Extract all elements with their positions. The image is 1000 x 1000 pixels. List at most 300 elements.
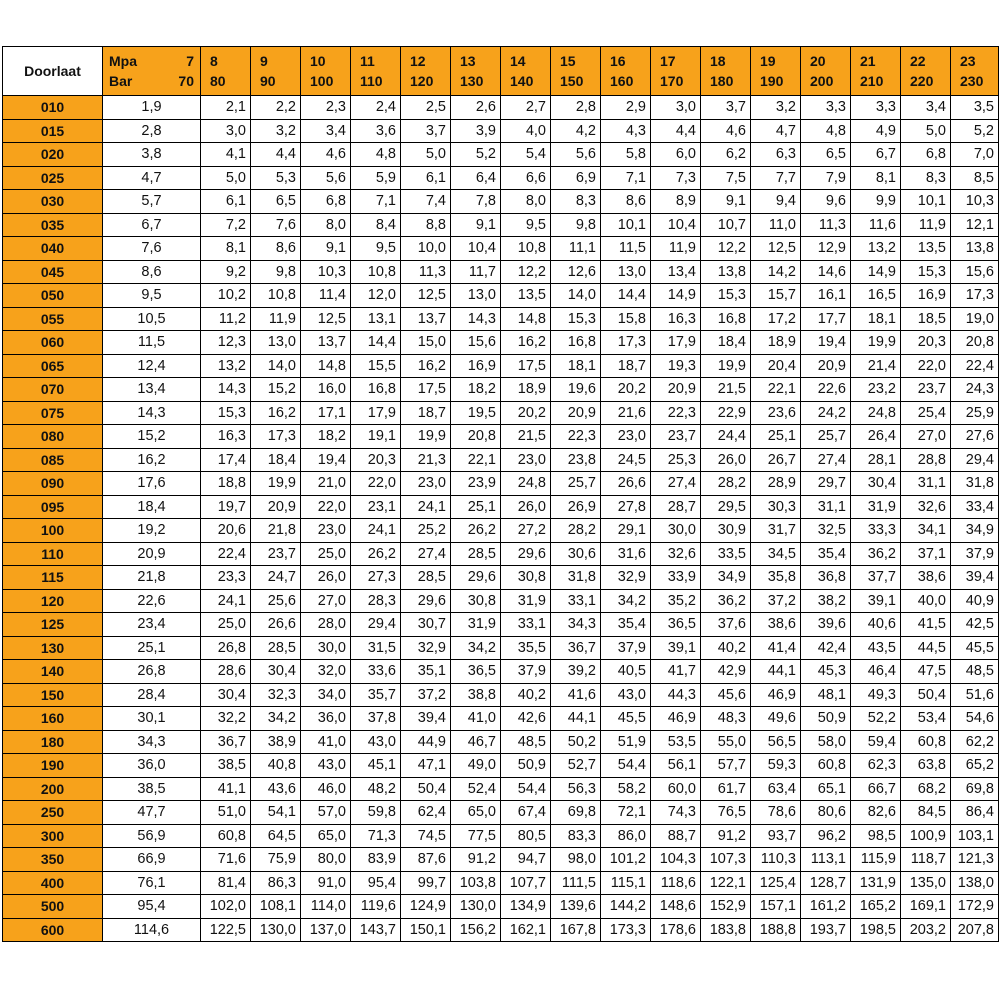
table-cell: 24,5 bbox=[601, 448, 651, 472]
table-cell: 36,5 bbox=[651, 613, 701, 637]
table-cell: 24,8 bbox=[851, 401, 901, 425]
table-cell: 12,2 bbox=[701, 237, 751, 261]
table-cell: 23,0 bbox=[301, 519, 351, 543]
table-cell: 3,7 bbox=[401, 119, 451, 143]
table-cell: 24,2 bbox=[801, 401, 851, 425]
table-cell: 31,6 bbox=[601, 542, 651, 566]
table-cell: 29,6 bbox=[401, 589, 451, 613]
table-cell: 50,4 bbox=[401, 777, 451, 801]
pressure-column-header bbox=[351, 47, 401, 96]
table-cell: 60,0 bbox=[651, 777, 701, 801]
table-cell: 102,0 bbox=[201, 895, 251, 919]
table-cell: 40,2 bbox=[501, 683, 551, 707]
table-cell: 2,2 bbox=[251, 96, 301, 120]
table-cell: 3,0 bbox=[201, 119, 251, 143]
table-cell: 91,2 bbox=[451, 848, 501, 872]
table-row bbox=[3, 96, 999, 120]
table-cell: 8,3 bbox=[551, 190, 601, 214]
table-row bbox=[3, 519, 999, 543]
table-cell: 169,1 bbox=[901, 895, 951, 919]
table-cell: 13,7 bbox=[301, 331, 351, 355]
mpa-value: 18 bbox=[710, 53, 726, 69]
table-row bbox=[3, 425, 999, 449]
pressure-column-header bbox=[301, 47, 351, 96]
table-cell: 39,4 bbox=[951, 566, 999, 590]
table-cell: 34,9 bbox=[951, 519, 999, 543]
table-cell: 80,5 bbox=[501, 824, 551, 848]
table-cell: 43,0 bbox=[301, 754, 351, 778]
table-cell: 22,6 bbox=[103, 589, 201, 613]
table-cell: 25,9 bbox=[951, 401, 999, 425]
table-cell: 99,7 bbox=[401, 871, 451, 895]
table-cell: 18,4 bbox=[251, 448, 301, 472]
table-cell: 25,4 bbox=[901, 401, 951, 425]
table-cell: 86,3 bbox=[251, 871, 301, 895]
table-cell: 72,1 bbox=[601, 801, 651, 825]
table-cell: 4,2 bbox=[551, 119, 601, 143]
table-cell: 4,1 bbox=[201, 143, 251, 167]
table-cell: 12,3 bbox=[201, 331, 251, 355]
table-cell: 30,3 bbox=[751, 495, 801, 519]
table-cell: 33,5 bbox=[701, 542, 751, 566]
table-cell: 152,9 bbox=[701, 895, 751, 919]
table-cell: 43,0 bbox=[351, 730, 401, 754]
table-cell: 61,7 bbox=[701, 777, 751, 801]
table-cell: 66,7 bbox=[851, 777, 901, 801]
table-cell: 6,2 bbox=[701, 143, 751, 167]
table-cell: 34,2 bbox=[601, 589, 651, 613]
row-label: 100 bbox=[3, 519, 103, 543]
table-cell: 18,1 bbox=[551, 354, 601, 378]
table-cell: 5,3 bbox=[251, 166, 301, 190]
table-cell: 24,3 bbox=[951, 378, 999, 402]
table-cell: 19,9 bbox=[401, 425, 451, 449]
table-cell: 54,4 bbox=[601, 754, 651, 778]
table-cell: 167,8 bbox=[551, 918, 601, 942]
row-label: 500 bbox=[3, 895, 103, 919]
table-cell: 183,8 bbox=[701, 918, 751, 942]
table-cell: 23,7 bbox=[251, 542, 301, 566]
table-cell: 139,6 bbox=[551, 895, 601, 919]
table-cell: 10,0 bbox=[401, 237, 451, 261]
table-cell: 59,4 bbox=[851, 730, 901, 754]
mpa-value: 13 bbox=[460, 53, 476, 69]
table-cell: 51,0 bbox=[201, 801, 251, 825]
table-cell: 10,7 bbox=[701, 213, 751, 237]
table-cell: 45,5 bbox=[601, 707, 651, 731]
table-cell: 49,3 bbox=[851, 683, 901, 707]
table-cell: 4,6 bbox=[301, 143, 351, 167]
table-cell: 31,5 bbox=[351, 636, 401, 660]
table-cell: 22,0 bbox=[351, 472, 401, 496]
bar-value: 220 bbox=[910, 73, 934, 89]
table-cell: 6,8 bbox=[901, 143, 951, 167]
table-cell: 23,7 bbox=[901, 378, 951, 402]
table-row bbox=[3, 683, 999, 707]
table-cell: 46,7 bbox=[451, 730, 501, 754]
table-cell: 8,1 bbox=[201, 237, 251, 261]
table-cell: 31,9 bbox=[501, 589, 551, 613]
table-cell: 13,8 bbox=[701, 260, 751, 284]
table-row bbox=[3, 495, 999, 519]
table-cell: 4,8 bbox=[351, 143, 401, 167]
table-cell: 11,4 bbox=[301, 284, 351, 308]
table-cell: 50,2 bbox=[551, 730, 601, 754]
table-cell: 25,7 bbox=[551, 472, 601, 496]
table-cell: 86,0 bbox=[601, 824, 651, 848]
table-cell: 7,9 bbox=[801, 166, 851, 190]
table-cell: 41,4 bbox=[751, 636, 801, 660]
table-cell: 172,9 bbox=[951, 895, 999, 919]
table-cell: 20,2 bbox=[601, 378, 651, 402]
table-row bbox=[3, 307, 999, 331]
table-cell: 39,1 bbox=[851, 589, 901, 613]
table-cell: 19,0 bbox=[951, 307, 999, 331]
table-cell: 41,0 bbox=[301, 730, 351, 754]
table-cell: 56,1 bbox=[651, 754, 701, 778]
table-cell: 27,4 bbox=[651, 472, 701, 496]
table-cell: 35,2 bbox=[651, 589, 701, 613]
table-cell: 6,5 bbox=[251, 190, 301, 214]
table-cell: 28,5 bbox=[401, 566, 451, 590]
table-cell: 2,8 bbox=[103, 119, 201, 143]
table-cell: 32,9 bbox=[601, 566, 651, 590]
table-cell: 57,0 bbox=[301, 801, 351, 825]
header-row bbox=[3, 47, 999, 96]
table-cell: 18,2 bbox=[451, 378, 501, 402]
table-cell: 23,9 bbox=[451, 472, 501, 496]
mpa-value: 14 bbox=[510, 53, 526, 69]
table-cell: 16,2 bbox=[251, 401, 301, 425]
table-cell: 26,0 bbox=[501, 495, 551, 519]
mpa-value: 8 bbox=[210, 53, 218, 69]
table-cell: 77,5 bbox=[451, 824, 501, 848]
table-cell: 7,7 bbox=[751, 166, 801, 190]
table-cell: 173,3 bbox=[601, 918, 651, 942]
table-cell: 23,6 bbox=[751, 401, 801, 425]
table-cell: 25,7 bbox=[801, 425, 851, 449]
bar-value: 100 bbox=[310, 73, 334, 89]
table-cell: 10,5 bbox=[103, 307, 201, 331]
table-cell: 60,8 bbox=[801, 754, 851, 778]
row-label: 035 bbox=[3, 213, 103, 237]
table-cell: 30,9 bbox=[701, 519, 751, 543]
table-cell: 32,6 bbox=[901, 495, 951, 519]
table-cell: 9,1 bbox=[451, 213, 501, 237]
flow-rate-table bbox=[2, 46, 999, 942]
table-cell: 26,4 bbox=[851, 425, 901, 449]
table-cell: 46,9 bbox=[751, 683, 801, 707]
table-cell: 18,7 bbox=[601, 354, 651, 378]
table-cell: 25,2 bbox=[401, 519, 451, 543]
table-cell: 17,1 bbox=[301, 401, 351, 425]
table-cell: 60,8 bbox=[901, 730, 951, 754]
table-row bbox=[3, 119, 999, 143]
table-cell: 17,9 bbox=[651, 331, 701, 355]
mpa-value: 22 bbox=[910, 53, 926, 69]
table-row bbox=[3, 636, 999, 660]
table-cell: 3,5 bbox=[951, 96, 999, 120]
table-cell: 28,7 bbox=[651, 495, 701, 519]
table-cell: 3,2 bbox=[251, 119, 301, 143]
table-body bbox=[3, 47, 999, 942]
table-cell: 38,5 bbox=[103, 777, 201, 801]
table-cell: 19,5 bbox=[451, 401, 501, 425]
table-cell: 12,5 bbox=[751, 237, 801, 261]
table-cell: 161,2 bbox=[801, 895, 851, 919]
unit-bar: Bar bbox=[109, 73, 133, 89]
mpa-value: 12 bbox=[410, 53, 426, 69]
table-cell: 46,9 bbox=[651, 707, 701, 731]
table-cell: 41,7 bbox=[651, 660, 701, 684]
bar-value: 130 bbox=[460, 73, 484, 89]
table-cell: 12,0 bbox=[351, 284, 401, 308]
bar-value: 150 bbox=[560, 73, 584, 89]
table-cell: 2,9 bbox=[601, 96, 651, 120]
table-cell: 20,8 bbox=[951, 331, 999, 355]
unit-header bbox=[103, 47, 201, 96]
table-cell: 87,6 bbox=[401, 848, 451, 872]
table-cell: 31,1 bbox=[901, 472, 951, 496]
table-cell: 20,8 bbox=[451, 425, 501, 449]
table-cell: 7,8 bbox=[451, 190, 501, 214]
table-cell: 13,8 bbox=[951, 237, 999, 261]
table-cell: 6,7 bbox=[103, 213, 201, 237]
table-cell: 21,5 bbox=[501, 425, 551, 449]
table-cell: 5,2 bbox=[451, 143, 501, 167]
table-cell: 30,8 bbox=[501, 566, 551, 590]
table-row bbox=[3, 754, 999, 778]
table-cell: 28,3 bbox=[351, 589, 401, 613]
table-row bbox=[3, 730, 999, 754]
table-cell: 29,7 bbox=[801, 472, 851, 496]
table-cell: 2,3 bbox=[301, 96, 351, 120]
table-cell: 41,1 bbox=[201, 777, 251, 801]
table-cell: 10,4 bbox=[451, 237, 501, 261]
table-cell: 8,3 bbox=[901, 166, 951, 190]
table-cell: 15,7 bbox=[751, 284, 801, 308]
table-cell: 50,9 bbox=[501, 754, 551, 778]
table-cell: 42,9 bbox=[701, 660, 751, 684]
table-cell: 150,1 bbox=[401, 918, 451, 942]
table-cell: 118,6 bbox=[651, 871, 701, 895]
table-cell: 19,9 bbox=[851, 331, 901, 355]
table-cell: 18,9 bbox=[501, 378, 551, 402]
table-cell: 138,0 bbox=[951, 871, 999, 895]
table-cell: 34,5 bbox=[751, 542, 801, 566]
table-cell: 93,7 bbox=[751, 824, 801, 848]
table-cell: 15,3 bbox=[551, 307, 601, 331]
row-label: 030 bbox=[3, 190, 103, 214]
table-cell: 18,7 bbox=[401, 401, 451, 425]
table-cell: 35,1 bbox=[401, 660, 451, 684]
table-cell: 125,4 bbox=[751, 871, 801, 895]
table-cell: 14,4 bbox=[601, 284, 651, 308]
table-cell: 8,0 bbox=[301, 213, 351, 237]
table-row bbox=[3, 284, 999, 308]
table-cell: 30,4 bbox=[251, 660, 301, 684]
table-cell: 21,6 bbox=[601, 401, 651, 425]
table-cell: 11,9 bbox=[651, 237, 701, 261]
table-cell: 144,2 bbox=[601, 895, 651, 919]
first-mpa-value: 7 bbox=[186, 53, 194, 69]
table-cell: 20,3 bbox=[351, 448, 401, 472]
table-cell: 3,4 bbox=[901, 96, 951, 120]
table-cell: 178,6 bbox=[651, 918, 701, 942]
table-cell: 14,0 bbox=[251, 354, 301, 378]
table-cell: 22,9 bbox=[701, 401, 751, 425]
table-cell: 39,1 bbox=[651, 636, 701, 660]
table-cell: 71,6 bbox=[201, 848, 251, 872]
table-cell: 23,1 bbox=[351, 495, 401, 519]
table-cell: 8,4 bbox=[351, 213, 401, 237]
table-cell: 36,7 bbox=[201, 730, 251, 754]
table-cell: 28,2 bbox=[701, 472, 751, 496]
table-cell: 28,0 bbox=[301, 613, 351, 637]
table-cell: 27,4 bbox=[801, 448, 851, 472]
table-cell: 51,6 bbox=[951, 683, 999, 707]
table-cell: 8,6 bbox=[601, 190, 651, 214]
table-cell: 2,8 bbox=[551, 96, 601, 120]
table-cell: 26,9 bbox=[551, 495, 601, 519]
table-cell: 25,3 bbox=[651, 448, 701, 472]
table-row bbox=[3, 589, 999, 613]
table-cell: 156,2 bbox=[451, 918, 501, 942]
table-cell: 36,2 bbox=[851, 542, 901, 566]
table-cell: 36,0 bbox=[301, 707, 351, 731]
table-cell: 22,3 bbox=[651, 401, 701, 425]
table-cell: 7,2 bbox=[201, 213, 251, 237]
row-label: 160 bbox=[3, 707, 103, 731]
table-cell: 74,3 bbox=[651, 801, 701, 825]
pressure-column-header bbox=[551, 47, 601, 96]
table-cell: 17,6 bbox=[103, 472, 201, 496]
table-cell: 17,5 bbox=[401, 378, 451, 402]
table-cell: 38,5 bbox=[201, 754, 251, 778]
table-cell: 193,7 bbox=[801, 918, 851, 942]
pressure-column-header bbox=[601, 47, 651, 96]
table-cell: 55,0 bbox=[701, 730, 751, 754]
mpa-value: 15 bbox=[560, 53, 576, 69]
table-cell: 18,1 bbox=[851, 307, 901, 331]
table-cell: 65,0 bbox=[301, 824, 351, 848]
table-cell: 66,9 bbox=[103, 848, 201, 872]
table-cell: 16,3 bbox=[201, 425, 251, 449]
table-cell: 14,2 bbox=[751, 260, 801, 284]
table-row bbox=[3, 801, 999, 825]
table-cell: 98,5 bbox=[851, 824, 901, 848]
table-cell: 137,0 bbox=[301, 918, 351, 942]
table-cell: 8,0 bbox=[501, 190, 551, 214]
table-cell: 3,9 bbox=[451, 119, 501, 143]
table-cell: 54,4 bbox=[501, 777, 551, 801]
table-cell: 21,8 bbox=[103, 566, 201, 590]
table-cell: 30,4 bbox=[201, 683, 251, 707]
table-cell: 80,6 bbox=[801, 801, 851, 825]
table-cell: 25,1 bbox=[451, 495, 501, 519]
table-cell: 16,8 bbox=[701, 307, 751, 331]
table-cell: 7,5 bbox=[701, 166, 751, 190]
table-cell: 124,9 bbox=[401, 895, 451, 919]
table-cell: 6,3 bbox=[751, 143, 801, 167]
table-cell: 64,5 bbox=[251, 824, 301, 848]
table-cell: 26,8 bbox=[201, 636, 251, 660]
table-cell: 65,1 bbox=[801, 777, 851, 801]
table-cell: 33,1 bbox=[501, 613, 551, 637]
table-cell: 34,2 bbox=[451, 636, 501, 660]
table-cell: 13,0 bbox=[601, 260, 651, 284]
table-row bbox=[3, 472, 999, 496]
table-cell: 37,2 bbox=[751, 589, 801, 613]
table-cell: 114,0 bbox=[301, 895, 351, 919]
table-cell: 25,1 bbox=[103, 636, 201, 660]
table-cell: 17,3 bbox=[251, 425, 301, 449]
table-cell: 40,6 bbox=[851, 613, 901, 637]
mpa-value: 19 bbox=[760, 53, 776, 69]
table-cell: 108,1 bbox=[251, 895, 301, 919]
row-label: 120 bbox=[3, 589, 103, 613]
table-cell: 44,3 bbox=[651, 683, 701, 707]
row-label: 090 bbox=[3, 472, 103, 496]
table-cell: 11,5 bbox=[103, 331, 201, 355]
table-cell: 18,5 bbox=[901, 307, 951, 331]
table-cell: 2,1 bbox=[201, 96, 251, 120]
table-cell: 37,1 bbox=[901, 542, 951, 566]
table-cell: 17,7 bbox=[801, 307, 851, 331]
table-cell: 122,1 bbox=[701, 871, 751, 895]
table-row bbox=[3, 613, 999, 637]
table-cell: 39,4 bbox=[401, 707, 451, 731]
table-cell: 11,6 bbox=[851, 213, 901, 237]
table-cell: 25,0 bbox=[301, 542, 351, 566]
table-cell: 18,4 bbox=[701, 331, 751, 355]
table-cell: 44,5 bbox=[901, 636, 951, 660]
table-cell: 30,6 bbox=[551, 542, 601, 566]
table-cell: 27,2 bbox=[501, 519, 551, 543]
table-cell: 46,0 bbox=[301, 777, 351, 801]
table-cell: 24,1 bbox=[351, 519, 401, 543]
table-cell: 71,3 bbox=[351, 824, 401, 848]
table-cell: 100,9 bbox=[901, 824, 951, 848]
table-cell: 10,8 bbox=[251, 284, 301, 308]
table-row bbox=[3, 190, 999, 214]
row-label: 010 bbox=[3, 96, 103, 120]
table-cell: 36,5 bbox=[451, 660, 501, 684]
table-cell: 38,2 bbox=[801, 589, 851, 613]
table-cell: 9,9 bbox=[851, 190, 901, 214]
table-row bbox=[3, 331, 999, 355]
table-row bbox=[3, 918, 999, 942]
table-cell: 20,3 bbox=[901, 331, 951, 355]
table-cell: 13,2 bbox=[851, 237, 901, 261]
table-cell: 47,7 bbox=[103, 801, 201, 825]
table-cell: 8,6 bbox=[103, 260, 201, 284]
table-cell: 84,5 bbox=[901, 801, 951, 825]
table-cell: 44,1 bbox=[751, 660, 801, 684]
table-cell: 20,9 bbox=[651, 378, 701, 402]
table-cell: 40,2 bbox=[701, 636, 751, 660]
mpa-value: 11 bbox=[360, 53, 375, 69]
table-cell: 42,4 bbox=[801, 636, 851, 660]
table-cell: 23,3 bbox=[201, 566, 251, 590]
table-cell: 16,2 bbox=[103, 448, 201, 472]
table-cell: 29,4 bbox=[951, 448, 999, 472]
table-cell: 54,6 bbox=[951, 707, 999, 731]
table-cell: 69,8 bbox=[551, 801, 601, 825]
row-label: 180 bbox=[3, 730, 103, 754]
table-cell: 12,2 bbox=[501, 260, 551, 284]
table-cell: 98,0 bbox=[551, 848, 601, 872]
